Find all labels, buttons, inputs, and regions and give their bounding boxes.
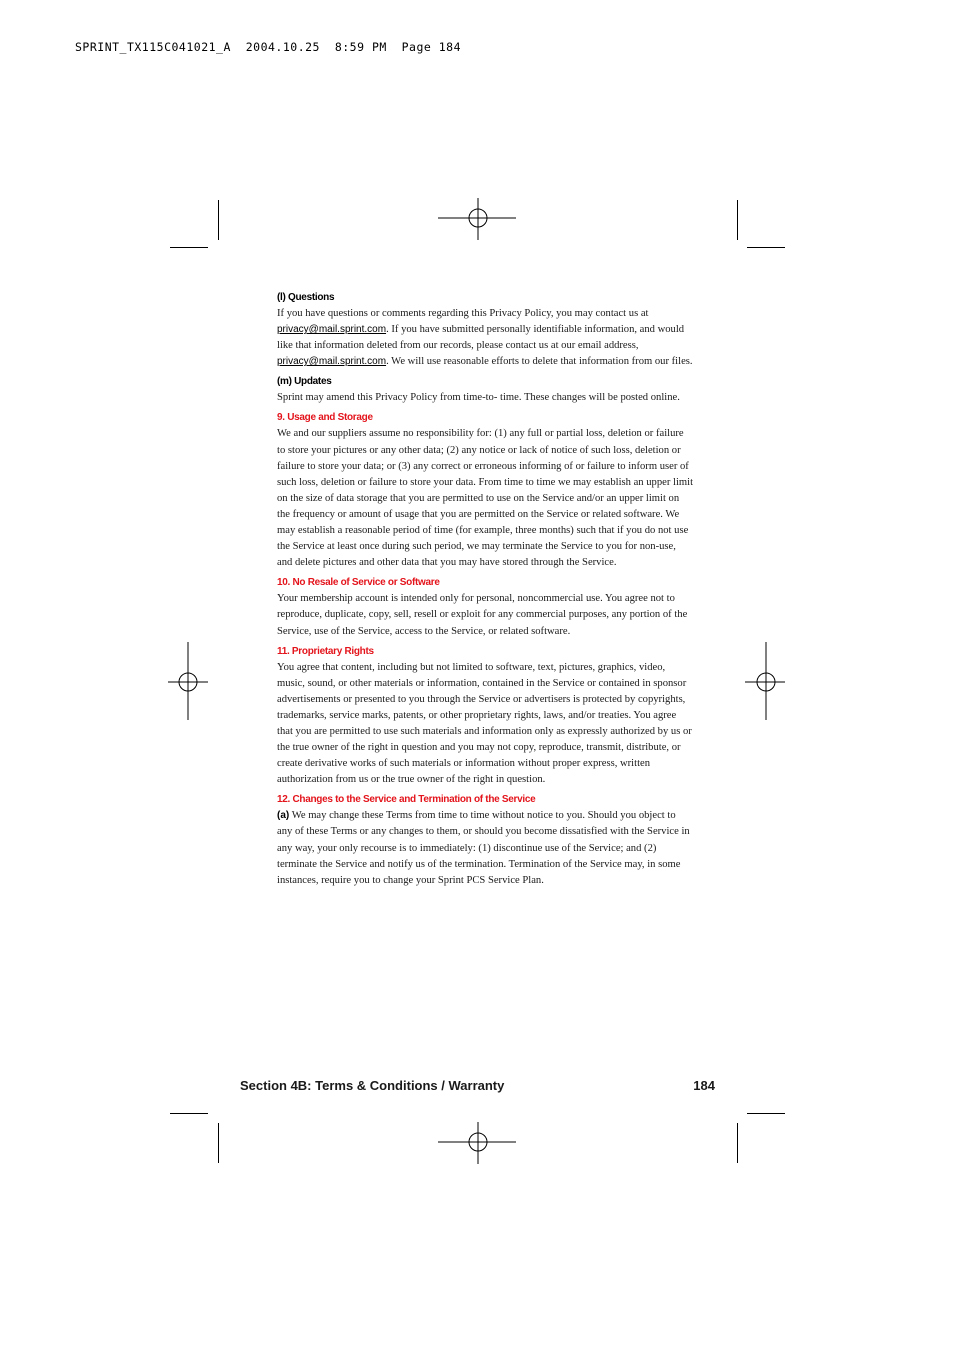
crop-mark-top-right-h [747, 247, 785, 248]
usage-heading: 9. Usage and Storage [277, 412, 373, 424]
questions-text-1: If you have questions or comments regarding this Privacy Policy, you may contact us at [277, 308, 649, 319]
changes-item-label: (a) [277, 810, 290, 822]
crop-mark-bottom-right-v [737, 1123, 738, 1163]
proprietary-paragraph: You agree that content, including but not limited to software, text, pictures, graphics, video, music, sound, or other materials or information, contained in the Service or contained in sponsor advertisements or presented to you through the Service or advertisers is protected by copyrights, trademarks, service marks, patents, or other proprietary rights, laws, and/or treaties. You agree that you are permitted to use such materials and information only as expressly authorized by us or the true owner of the right in question and you may not copy, reproduce, transmit, distribute, or create derivative works of such materials or information without proper express, written authorization from us or the true owner of the right in question. [277, 661, 692, 786]
usage-paragraph: We and our suppliers assume no responsibility for: (1) any full or partial loss, deletion or failure to store your pictures or any other data; (2) any notice or lack of notice of such loss, deletion or failure to store your data; or (3) any correct or erroneous informing of or failure to inform user of such loss, deletion or failure to store your data. From time to time we may establish an upper limit on the size of data storage that you are permitted to use on the Service and/or an upper limit on the frequency or amount of usage that you are permitted on the Service or related software. We may establish a reasonable period of time (for example, three months) such that if you do not use the Service at least once during such period, we may terminate the Service to you for non-use, and delete pictures and other data that you may have stored through the Service. [277, 428, 694, 569]
questions-text-3: . We will use reasonable efforts to delete that information from our files. [386, 356, 693, 368]
registration-mark-left-icon [168, 642, 210, 722]
page-content [277, 290, 693, 893]
questions-paragraph [277, 306, 693, 370]
page-footer [240, 1078, 715, 1093]
crop-mark-bottom-right-h [747, 1113, 785, 1114]
changes-text: We may change these Terms from time to time without notice to you. Should you object to any of these Terms or any changes to them, or should you become dissatisfied with the Service in any way, your only recourse is to immediately: (1) discontinue use of the Service; and (2) terminate the Service and notify us of the termination. Termination of the Service may, in some instances, require you to change your Sprint PCS Service Plan. [277, 810, 690, 886]
crop-mark-bottom-left-h [170, 1113, 208, 1114]
questions-heading: (l) Questions [277, 292, 335, 303]
registration-mark-bottom-icon [438, 1122, 518, 1166]
registration-mark-top-icon [438, 198, 518, 242]
resale-heading: 10. No Resale of Service or Software [277, 577, 440, 589]
questions-text-2: . If you have submitted personally identifiable information, and would like that information deleted from our records, please contact us at our email address, [277, 324, 685, 352]
resale-paragraph: Your membership account is intended only for personal, noncommercial use. You agree not to reproduce, duplicate, copy, sell, resell or exploit for any commercial purposes, any portion of the Service, use of the Service, access to the Service, or related software. [277, 593, 688, 637]
updates-heading: (m) Updates [277, 376, 332, 388]
registration-mark-right-icon [745, 642, 787, 722]
crop-mark-top-left-h [170, 247, 208, 248]
changes-paragraph [277, 808, 693, 888]
privacy-email-link-2[interactable]: privacy@mail.sprint.com [277, 356, 387, 368]
updates-paragraph: Sprint may amend this Privacy Policy from time-to- time. These changes will be posted online. [277, 392, 680, 404]
footer-section-title: Section 4B: Terms & Conditions / Warranty [240, 1078, 505, 1093]
changes-heading: 12. Changes to the Service and Termination of the Service [277, 794, 536, 806]
crop-mark-bottom-left-v [218, 1123, 219, 1163]
crop-mark-top-right-v [737, 200, 738, 240]
proprietary-heading: 11. Proprietary Rights [277, 645, 374, 657]
privacy-email-link[interactable]: privacy@mail.sprint.com [277, 324, 387, 336]
print-slug: SPRINT_TX115C041021_A 2004.10.25 8:59 PM Page 184 [75, 40, 462, 54]
crop-mark-top-left-v [218, 200, 219, 240]
page-number: 184 [693, 1078, 715, 1093]
